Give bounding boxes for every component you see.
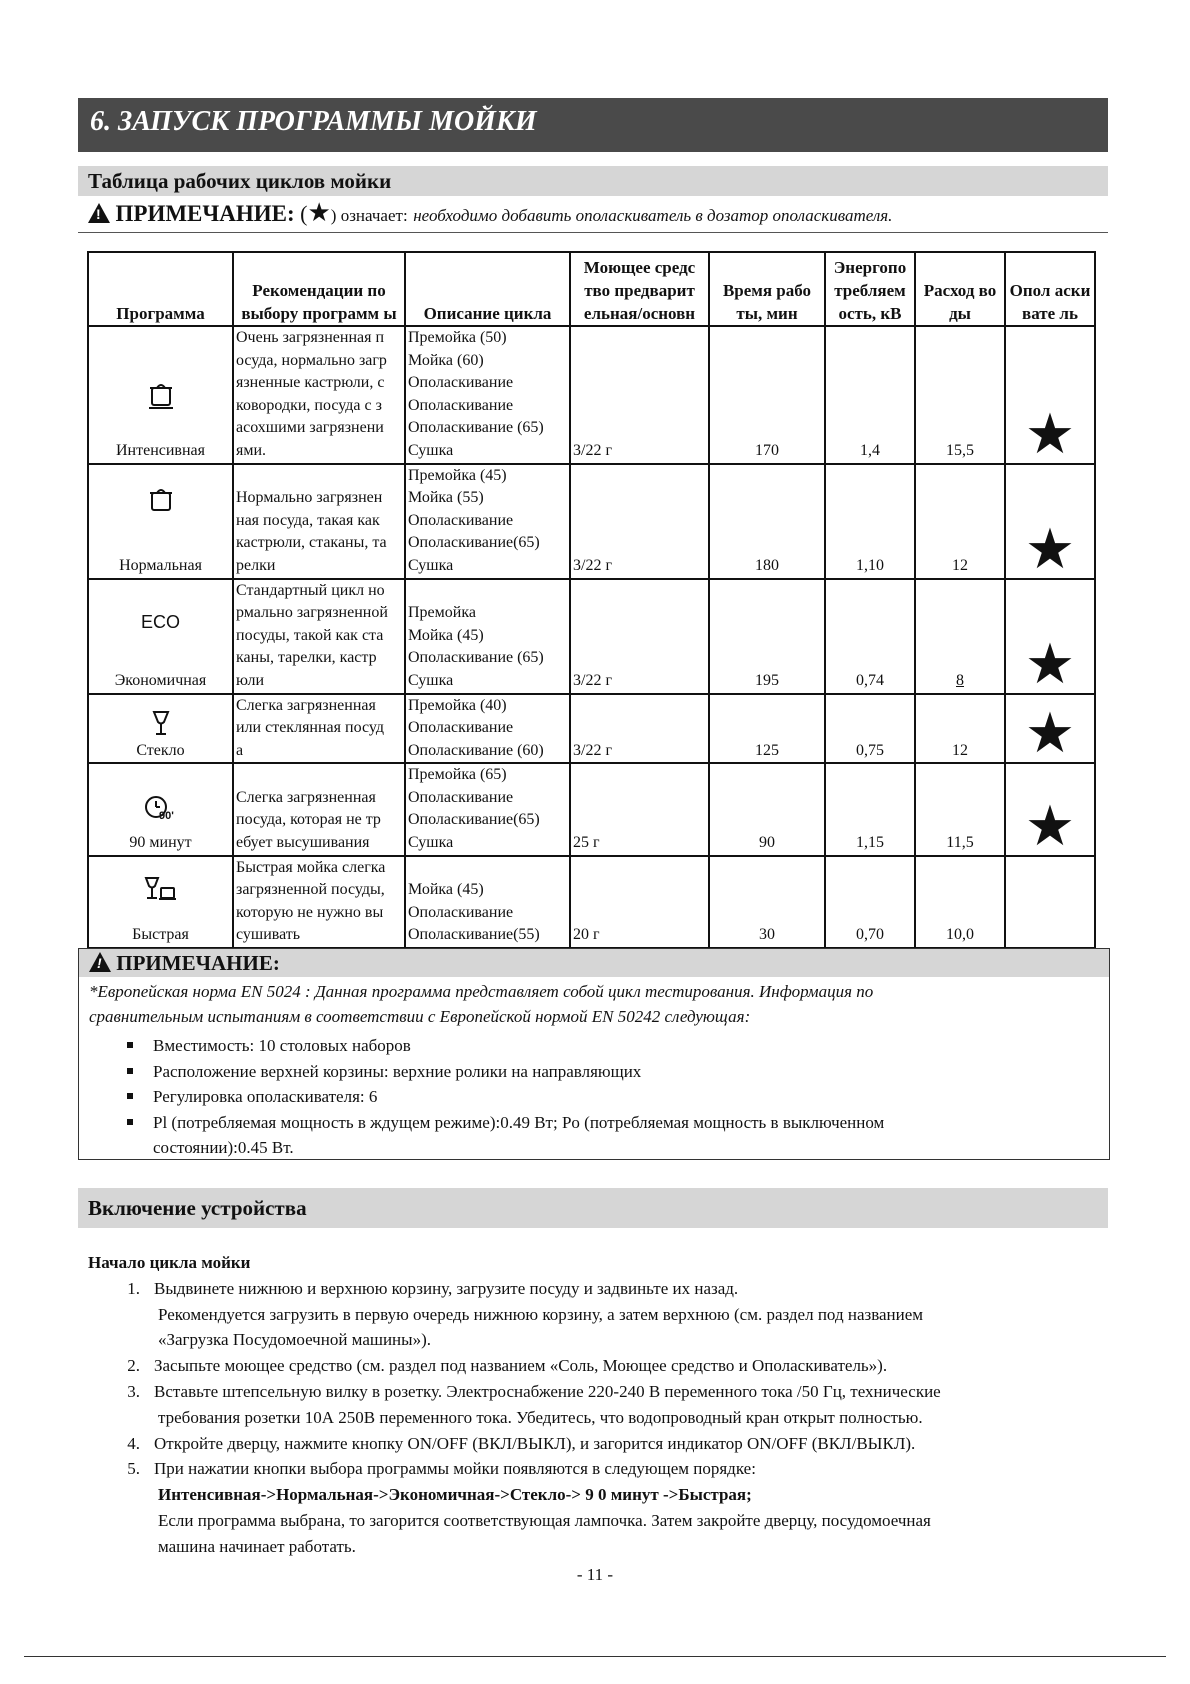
note-line: сравнительным испытаниям в соответствии с Европейской нормой EN 50242 следующая: [89, 1007, 751, 1026]
list-item-continued: состоянии):0.45 Вт. [153, 1138, 294, 1157]
rinse-aid-warning: ! ПРИМЕЧАНИЕ: (★) означает: необходимо добавить ополаскиватель в дозатор ополаскивателя. [88, 198, 892, 228]
description-cell: Премойка (50) Мойка (60) Ополаскивание Ополаскивание Ополаскивание (65) Сушка [405, 326, 570, 464]
water-cell: 12 [915, 694, 1005, 764]
detergent-cell: 25 г [570, 763, 709, 855]
description-cell: Премойка (65) Ополаскивание Ополаскивание(65) Сушка [405, 763, 570, 855]
rapid-icon [144, 876, 178, 902]
power-on-heading: Включение устройства [88, 1196, 307, 1220]
glass-icon [152, 710, 170, 736]
energy-cell: 0,74 [825, 579, 915, 694]
time-cell: 30 [709, 856, 825, 948]
list-item: машина начинает работать. [158, 1536, 356, 1556]
power-on-heading-bar [78, 1188, 1108, 1228]
program-sequence: Интенсивная->Нормальная->Экономичная->Стекло-> 9 0 минут ->Быстрая; [158, 1485, 752, 1505]
note-bullets [127, 1033, 884, 1161]
warning-icon [88, 203, 110, 223]
time-cell: 195 [709, 579, 825, 694]
table-row [88, 579, 1095, 694]
energy-cell: 1,10 [825, 464, 915, 579]
list-item: Вместимость: 10 столовых наборов [127, 1033, 884, 1059]
col-detergent: Моющее средс тво предварит ельная/основн [570, 252, 709, 326]
col-description: Описание цикла [405, 252, 570, 326]
description-cell: Премойка (45) Мойка (55) Ополаскивание Ополаскивание(65) Сушка [405, 464, 570, 579]
program-cell: Интенсивная [88, 326, 233, 464]
rinse-star-icon: ★ [1005, 579, 1095, 694]
col-energy: Энергопо требляем ость, кВ [825, 252, 915, 326]
rinse-star-icon: ★ [1005, 326, 1095, 464]
90-minute-icon [144, 794, 178, 822]
list-item: 5. При нажатии кнопки выбора программы мойки появляются в следующем порядке: [127, 1459, 756, 1479]
footer-rule [24, 1656, 1166, 1657]
warning-label: ПРИМЕЧАНИЕ: [115, 201, 295, 226]
star-icon: ★ [307, 198, 331, 227]
time-cell: 90 [709, 763, 825, 855]
list-item: Регулировка ополаскивателя: 6 [127, 1084, 884, 1110]
col-program: Программа [88, 252, 233, 326]
rinse-star-icon: ★ [1005, 464, 1095, 579]
pot-normal-icon [148, 485, 174, 513]
recommendation-cell: Слегка загрязненная посуда, которая не тр ебует высушивания [233, 763, 405, 855]
list-item: 3. Вставьте штепсельную вилку в розетку. Электроснабжение 220-240 В переменного тока /50 Гц, технические [127, 1381, 941, 1401]
cycle-table [87, 251, 1096, 949]
time-cell: 180 [709, 464, 825, 579]
water-cell: 8 [915, 579, 1005, 694]
recommendation-cell: Нормально загрязнен ная посуда, такая как кастрюли, стаканы, та релки [233, 464, 405, 579]
list-item: Рекомендуется загрузить в первую очередь нижнюю корзину, а затем верхнюю (см. раздел под названием [158, 1304, 924, 1324]
list-item: 2. Засыпьте моющее средство (см. раздел под названием «Соль, Моющее средство и Ополаскиватель»). [127, 1356, 888, 1376]
list-item: «Загрузка Посудомоечной машины»). [158, 1330, 431, 1350]
detergent-cell: 3/22 г [570, 326, 709, 464]
detergent-cell: 3/22 г [570, 579, 709, 694]
col-time: Время рабо ты, мин [709, 252, 825, 326]
program-cell: 90' 90 минут [88, 763, 233, 855]
start-heading: Начало цикла мойки [88, 1253, 251, 1272]
col-water: Расход во ды [915, 252, 1005, 326]
warning-icon [89, 952, 111, 972]
rinse-star-icon: ★ [1005, 694, 1095, 764]
program-cell: Быстрая [88, 856, 233, 948]
detergent-cell: 3/22 г [570, 464, 709, 579]
recommendation-cell: Слегка загрязненная или стеклянная посуд а [233, 694, 405, 764]
rinse-star-icon: ★ [1005, 763, 1095, 855]
time-cell: 170 [709, 326, 825, 464]
col-rinse: Опол аски вате ль [1005, 252, 1095, 326]
table-row [88, 326, 1095, 464]
section-title: 6. ЗАПУСК ПРОГРАММЫ МОЙКИ [90, 106, 537, 137]
recommendation-cell: Быстрая мойка слегка загрязненной посуды, которую не нужно вы сушивать [233, 856, 405, 948]
energy-cell: 0,70 [825, 856, 915, 948]
water-cell: 11,5 [915, 763, 1005, 855]
list-item: требования розетки 10А 250В переменного тока. Убедитесь, что водопроводный кран открыт полностью. [158, 1407, 923, 1427]
description-cell: Мойка (45) Ополаскивание Ополаскивание(55) [405, 856, 570, 948]
description-cell: Премойка Мойка (45) Ополаскивание (65) Сушка [405, 579, 570, 694]
energy-cell: 0,75 [825, 694, 915, 764]
svg-text:90': 90' [158, 810, 174, 823]
note-box [78, 948, 1110, 1160]
table-row [88, 464, 1095, 579]
water-cell: 12 [915, 464, 1005, 579]
page-number: - 11 - [576, 1565, 614, 1584]
recommendation-cell: Очень загрязненная п осуда, нормально загр язненные кастрюли, с ковородки, посуда с з асохшими загрязнени ями. [233, 326, 405, 464]
start-cycle-steps [88, 1250, 941, 1560]
program-cell: Стекло [88, 694, 233, 764]
program-cell: Нормальная [88, 464, 233, 579]
table-row [88, 763, 1095, 855]
warning-text: необходимо добавить ополаскиватель в дозатор ополаскивателя. [413, 206, 893, 225]
energy-cell: 1,15 [825, 763, 915, 855]
table-heading-bar [78, 166, 1108, 196]
time-cell: 125 [709, 694, 825, 764]
description-cell: Премойка (40) Ополаскивание Ополаскивание (60) [405, 694, 570, 764]
detergent-cell: 20 г [570, 856, 709, 948]
water-cell: 15,5 [915, 326, 1005, 464]
list-item: 1. Выдвинете нижнюю и верхнюю корзину, загрузите посуду и задвиньте их назад. [127, 1278, 739, 1298]
program-cell: ECO Экономичная [88, 579, 233, 694]
table-row [88, 694, 1095, 764]
table-row [88, 856, 1095, 948]
divider [78, 232, 1108, 233]
section-title-bar [78, 98, 1108, 152]
pot-intensive-icon [148, 380, 174, 410]
note-line: *Европейская норма EN 5024 : Данная программа представляет собой цикл тестирования. Информация по [89, 982, 874, 1001]
rinse-star-empty [1005, 856, 1095, 948]
water-cell: 10,0 [915, 856, 1005, 948]
note-header: ! ПРИМЕЧАНИЕ: [79, 949, 1109, 977]
eco-icon: ECO [140, 612, 180, 633]
energy-cell: 1,4 [825, 326, 915, 464]
recommendation-cell: Стандартный цикл но рмально загрязненной посуды, такой как ста каны, тарелки, кастр юли [233, 579, 405, 694]
list-item: Расположение верхней корзины: верхние ролики на направляющих [127, 1059, 884, 1085]
col-recommendation: Рекомендации по выбору программ ы [233, 252, 405, 326]
list-item: Pl (потребляемая мощность в ждущем режиме):0.49 Вт; Po (потребляемая мощность в выключенном [127, 1110, 884, 1136]
list-item: 4. Откройте дверцу, нажмите кнопку ON/OFF (ВКЛ/ВЫКЛ), и загорится индикатор ON/OFF (ВКЛ/ВЫКЛ). [127, 1433, 916, 1453]
table-heading: Таблица рабочих циклов мойки [88, 169, 392, 193]
list-item: Если программа выбрана, то загорится соответствующая лампочка. Затем закройте дверцу, посудомоечная [158, 1510, 931, 1530]
detergent-cell: 3/22 г [570, 694, 709, 764]
